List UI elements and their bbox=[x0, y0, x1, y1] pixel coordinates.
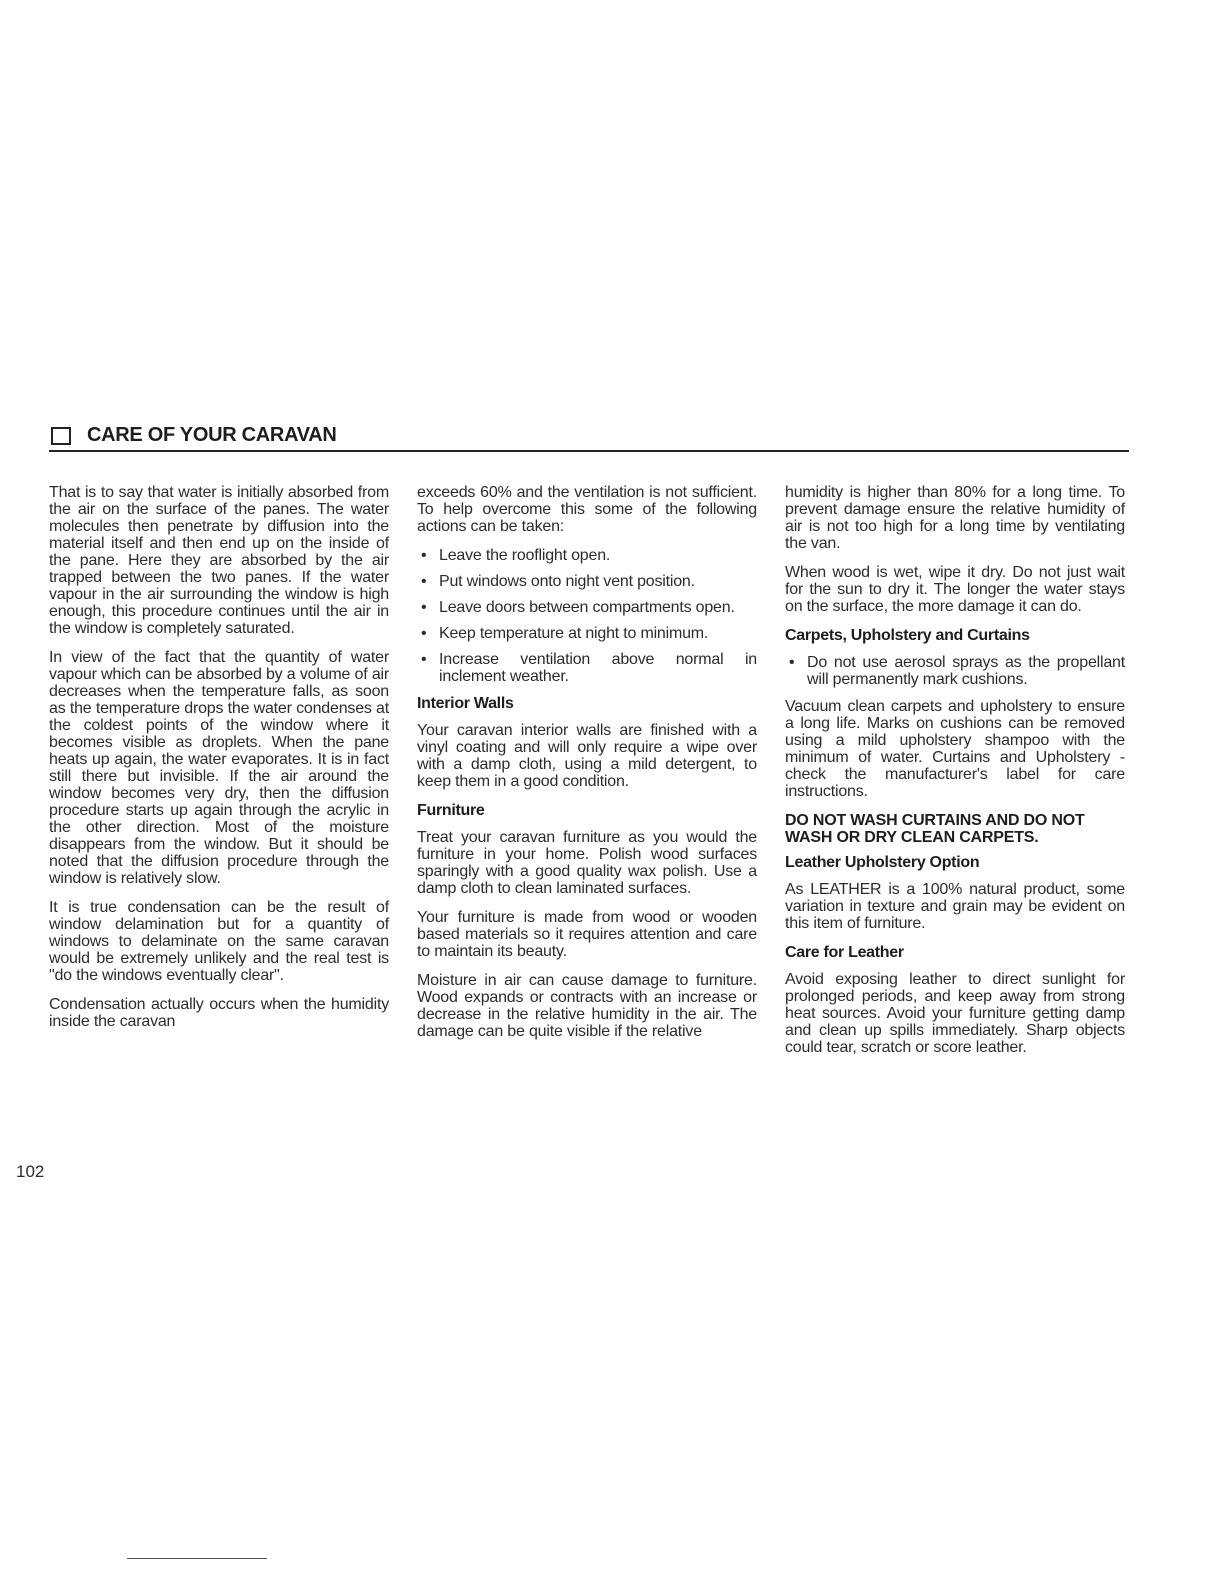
paragraph: Condensation actually occurs when the humidity inside the caravan bbox=[49, 996, 389, 1030]
page-number: 102 bbox=[16, 1162, 45, 1181]
paragraph: exceeds 60% and the ventilation is not sufficient. To help overcome this some of the following actions can be taken: bbox=[417, 484, 757, 535]
paragraph: Vacuum clean carpets and upholstery to ensure a long life. Marks on cushions can be removed using a mild upholstery shampoo with the minimum of water. Curtains and Upholstery - check the manufacturer's label for care instructions. bbox=[785, 698, 1125, 800]
paragraph: humidity is higher than 80% for a long time. To prevent damage ensure the relative humidity of air is not too high for a long time by ventilating the van. bbox=[785, 484, 1125, 552]
bullet-icon: • bbox=[421, 625, 427, 642]
column-3 bbox=[785, 484, 1125, 1068]
column-2 bbox=[417, 484, 757, 1052]
list-item bbox=[417, 599, 757, 616]
list-item-text: Keep temperature at night to minimum. bbox=[439, 625, 709, 642]
list-item bbox=[785, 654, 1125, 688]
heading-carpets-upholstery-curtains: Carpets, Upholstery and Curtains bbox=[785, 627, 1030, 644]
column-1 bbox=[49, 484, 389, 1042]
list-item bbox=[417, 651, 757, 685]
bullet-icon: • bbox=[421, 573, 427, 590]
paragraph: Your furniture is made from wood or wooden based materials so it requires attention and care to maintain its beauty. bbox=[417, 909, 757, 960]
section-header bbox=[49, 424, 1129, 452]
checkbox-square-icon bbox=[51, 427, 71, 445]
list-item bbox=[417, 547, 757, 564]
footnote-divider bbox=[127, 1558, 267, 1559]
bullet-icon: • bbox=[421, 651, 427, 668]
list-item bbox=[417, 625, 757, 642]
heading-leather-upholstery-option: Leather Upholstery Option bbox=[785, 854, 980, 871]
paragraph: Moisture in air can cause damage to furniture. Wood expands or contracts with an increase or decrease in the relative humidity in the air. The damage can be quite visible if the relative bbox=[417, 972, 757, 1040]
paragraph: In view of the fact that the quantity of water vapour which can be absorbed by a volume of air decreases when the temperature falls, as soon as the temperature drops the water condenses at the coldest points of the window where it becomes visible as droplets. When the pane heats up again, the water evaporates. It is in fact still there but invisible. If the air around the window becomes very dry, then the diffusion procedure starts up again through the acrylic in the other direction. Most of the moisture disappears from the window. But it should be noted that the diffusion procedure through the window is relatively slow. bbox=[49, 649, 389, 887]
bullet-icon: • bbox=[789, 654, 795, 671]
heading-furniture: Furniture bbox=[417, 802, 485, 819]
warning-text: DO NOT WASH CURTAINS AND DO NOT WASH OR DRY CLEAN CARPETS. bbox=[785, 812, 1085, 846]
bullet-icon: • bbox=[421, 599, 427, 616]
paragraph: Your caravan interior walls are finished with a vinyl coating and will only require a wipe over with a damp cloth, using a mild detergent, to keep them in a good condition. bbox=[417, 722, 757, 790]
heading-care-for-leather: Care for Leather bbox=[785, 944, 904, 961]
list-item-text: Increase ventilation above normal in inclement weather. bbox=[439, 651, 757, 685]
paragraph: It is true condensation can be the result of window delamination but for a quantity of windows to delaminate on the same caravan would be extremely unlikely and the real test is "do the windows eventually clear". bbox=[49, 899, 389, 984]
paragraph: Treat your caravan furniture as you would the furniture in your home. Polish wood surfaces sparingly with a good quality wax polish. Use a damp cloth to clean laminated surfaces. bbox=[417, 829, 757, 897]
list-item-text: Do not use aerosol sprays as the propellant will permanently mark cushions. bbox=[807, 654, 1125, 688]
paragraph: As LEATHER is a 100% natural product, some variation in texture and grain may be evident on this item of furniture. bbox=[785, 881, 1125, 932]
carpets-list bbox=[785, 654, 1125, 688]
heading-interior-walls: Interior Walls bbox=[417, 695, 514, 712]
list-item-text: Leave doors between compartments open. bbox=[439, 599, 735, 616]
ventilation-actions-list bbox=[417, 547, 757, 685]
list-item-text: Leave the rooflight open. bbox=[439, 547, 611, 564]
bullet-icon: • bbox=[421, 547, 427, 564]
paragraph: Avoid exposing leather to direct sunlight for prolonged periods, and keep away from strong heat sources. Avoid your furniture getting damp and clean up spills immediately. Sharp objects could tear, scratch or score leather. bbox=[785, 971, 1125, 1056]
list-item-text: Put windows onto night vent position. bbox=[439, 573, 695, 590]
list-item bbox=[417, 573, 757, 590]
paragraph: When wood is wet, wipe it dry. Do not just wait for the sun to dry it. The longer the water stays on the surface, the more damage it can do. bbox=[785, 564, 1125, 615]
paragraph: That is to say that water is initially absorbed from the air on the surface of the panes. The water molecules then penetrate by diffusion into the material itself and then end up on the inside of the pane. Here they are absorbed by the air trapped between the two panes. If the water vapour in the air surrounding the window is high enough, this procedure continues until the air in the window is completely saturated. bbox=[49, 484, 389, 637]
section-title: CARE OF YOUR CARAVAN bbox=[87, 424, 337, 446]
